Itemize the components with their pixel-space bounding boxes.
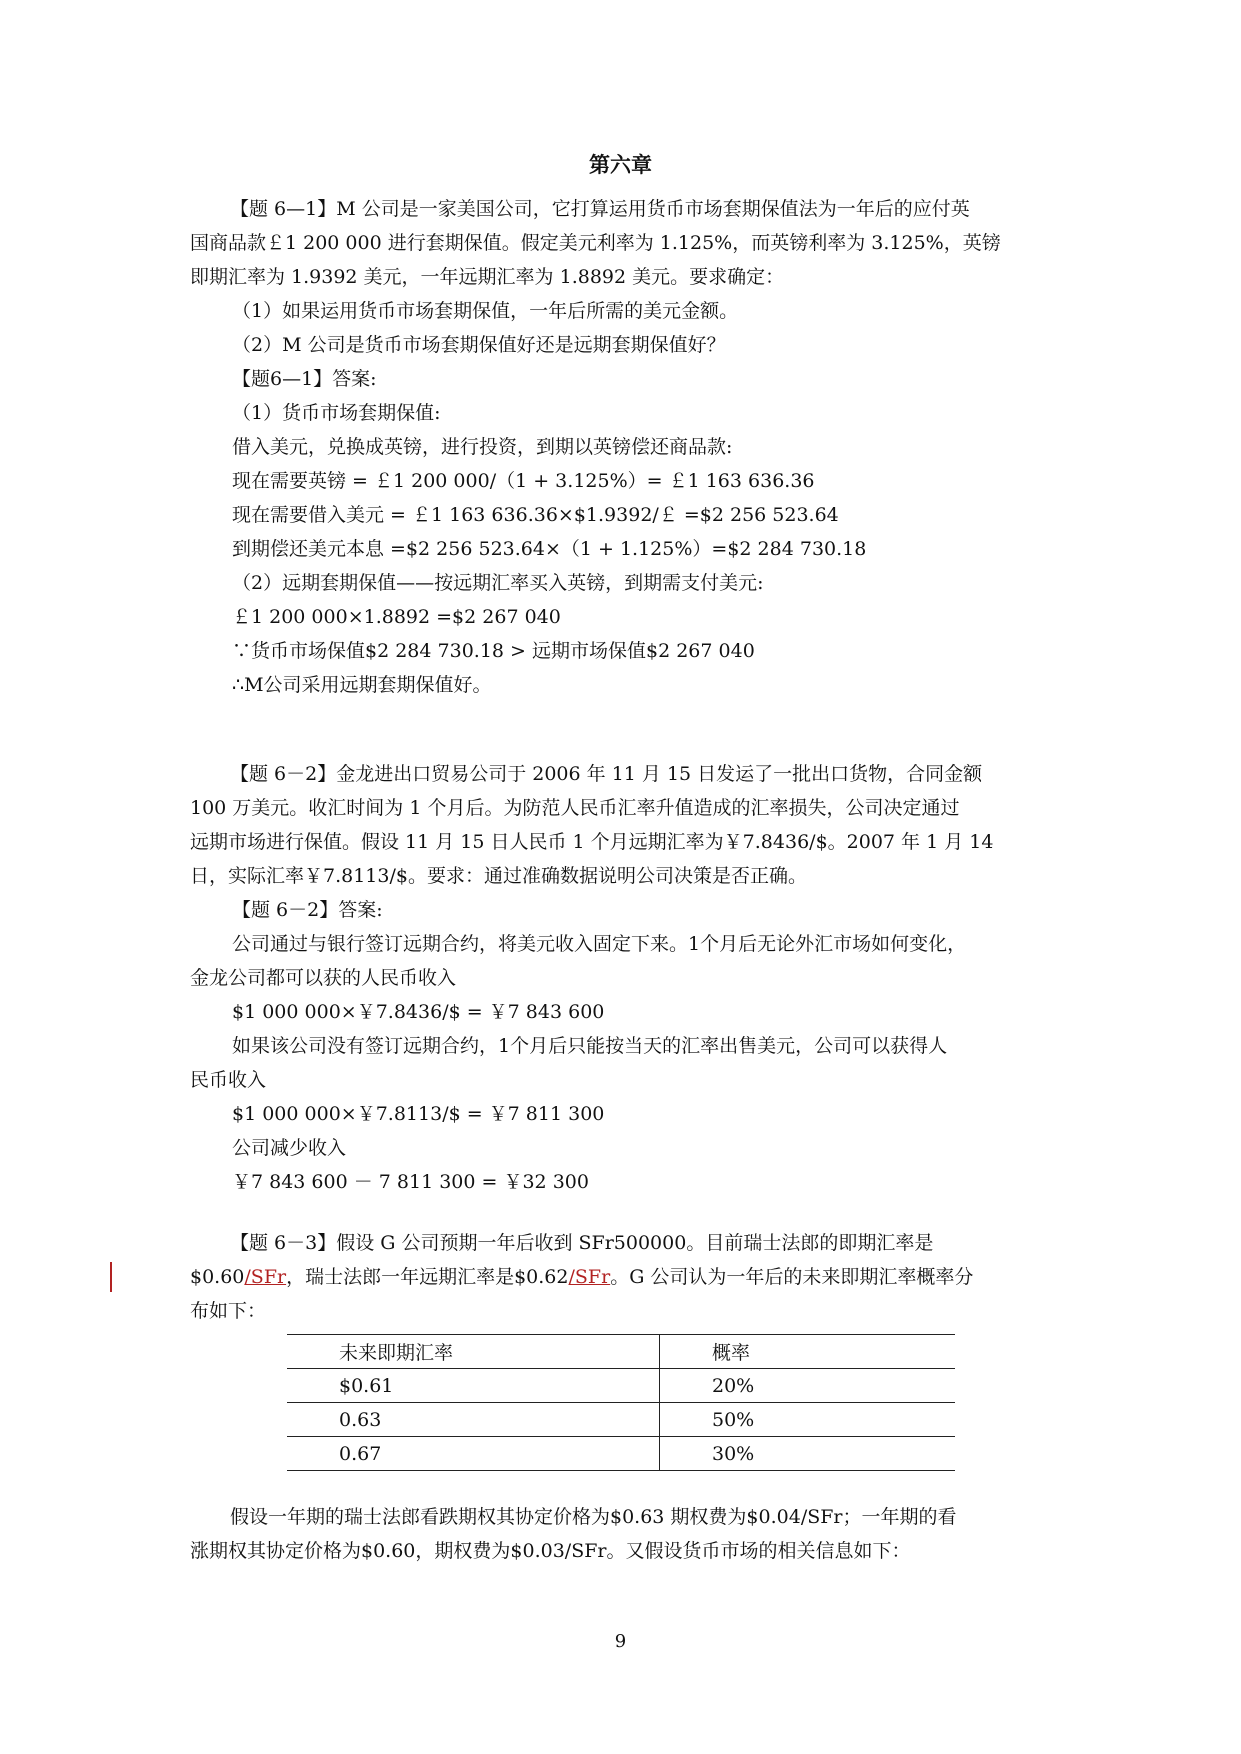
table-cell: 50% <box>660 1403 956 1437</box>
text-line: 即期汇率为 1.9392 美元，一年远期汇率为 1.8892 美元。要求确定： <box>190 266 785 288</box>
text-line: ∵货币市场保值$2 284 730.18 > 远期市场保值$2 267 040 <box>232 640 755 662</box>
text-line: 金龙公司都可以获的人民币收入 <box>190 967 457 989</box>
table-header-cell: 概率 <box>660 1335 956 1369</box>
text-line: 100 万美元。收汇时间为 1 个月后。为防范人民币汇率升值造成的汇率损失，公司决定通过 <box>190 797 960 819</box>
table-row <box>287 1403 955 1437</box>
text-line: 【题 6－2】答案: <box>232 899 383 921</box>
text-line: ￡1 200 000×1.8892 =$2 267 040 <box>232 606 561 628</box>
chapter-title: 第六章 <box>589 152 652 177</box>
text-line: 到期偿还美元本息 =$2 256 523.64×（1 + 1.125%）=$2 284 730.18 <box>232 538 867 560</box>
text-line: 民币收入 <box>190 1069 267 1091</box>
table-header-cell: 未来即期汇率 <box>287 1335 660 1369</box>
text-line: $1 000 000×￥7.8436/$ = ￥7 843 600 <box>232 1001 605 1023</box>
table-row <box>287 1437 955 1471</box>
tracked-change: /SFr <box>244 1266 287 1288</box>
text-line: 公司减少收入 <box>232 1137 347 1159</box>
text-line: （2）远期套期保值——按远期汇率买入英镑，到期需支付美元: <box>232 572 764 594</box>
text-line: 公司通过与银行签订远期合约，将美元收入固定下来。1个月后无论外汇市场如何变化， <box>232 933 967 955</box>
text-line: 【题6—1】答案: <box>232 368 377 390</box>
text-line: 远期市场进行保值。假设 11 月 15 日人民币 1 个月远期汇率为￥7.8436/$。2007 年 1 月 14 <box>190 831 994 853</box>
table-cell: 20% <box>660 1369 956 1403</box>
text-line: ￥7 843 600 － 7 811 300 = ￥32 300 <box>232 1171 589 1193</box>
text-line: （1）货币市场套期保值: <box>232 402 441 424</box>
page-number: 9 <box>614 1631 627 1652</box>
text-line: 日，实际汇率￥7.8113/$。要求：通过准确数据说明公司决策是否正确。 <box>190 865 807 887</box>
text-line: 借入美元，兑换成英镑，进行投资，到期以英镑偿还商品款: <box>232 436 733 458</box>
revision-change-bar <box>110 1262 112 1292</box>
text-line: 【题 6—1】M 公司是一家美国公司，它打算运用货币市场套期保值法为一年后的应付英 <box>230 198 970 220</box>
text-line: ∴M公司采用远期套期保值好。 <box>232 674 492 696</box>
text-line: （2）M 公司是货币市场套期保值好还是远期套期保值好？ <box>232 334 726 356</box>
table-cell: 30% <box>660 1437 956 1471</box>
probability-table <box>287 1334 955 1471</box>
text-line: 【题 6－2】金龙进出口贸易公司于 2006 年 11 月 15 日发运了一批出口货物，合同金额 <box>230 763 983 785</box>
table-cell: 0.67 <box>287 1437 660 1471</box>
table-row <box>287 1369 955 1403</box>
text-line: 布如下： <box>190 1300 267 1322</box>
text-line: $1 000 000×￥7.8113/$ = ￥7 811 300 <box>232 1103 605 1125</box>
text-line: 【题 6－3】假设 G 公司预期一年后收到 SFr500000。目前瑞士法郎的即期汇率是 <box>230 1232 934 1254</box>
text-line: 假设一年期的瑞士法郎看跌期权其协定价格为$0.63 期权费为$0.04/SFr；一年期的看 <box>230 1506 957 1528</box>
table-header-row <box>287 1335 955 1369</box>
text-line: 如果该公司没有签订远期合约，1个月后只能按当天的汇率出售美元，公司可以获得人 <box>232 1035 948 1057</box>
text-line: 现在需要借入美元 = ￡1 163 636.36×$1.9392/￡ =$2 256 523.64 <box>232 504 839 526</box>
text-line: 涨期权其协定价格为$0.60，期权费为$0.03/SFr。又假设货币市场的相关信息如下： <box>190 1540 911 1562</box>
text-line: 现在需要英镑 = ￡1 200 000/（1 + 3.125%）= ￡1 163 636.36 <box>232 470 815 492</box>
text-line: $0.60/SFr，瑞士法郎一年远期汇率是$0.62/SFr。G 公司认为一年后的未来即期汇率概率分 <box>190 1266 974 1288</box>
tracked-change: /SFr <box>568 1266 611 1288</box>
text-line: （1）如果运用货币市场套期保值，一年后所需的美元金额。 <box>232 300 739 322</box>
text-line: 国商品款￡1 200 000 进行套期保值。假定美元利率为 1.125%，而英镑利率为 3.125%，英镑 <box>190 232 1001 254</box>
table-cell: $0.61 <box>287 1369 660 1403</box>
table-cell: 0.63 <box>287 1403 660 1437</box>
